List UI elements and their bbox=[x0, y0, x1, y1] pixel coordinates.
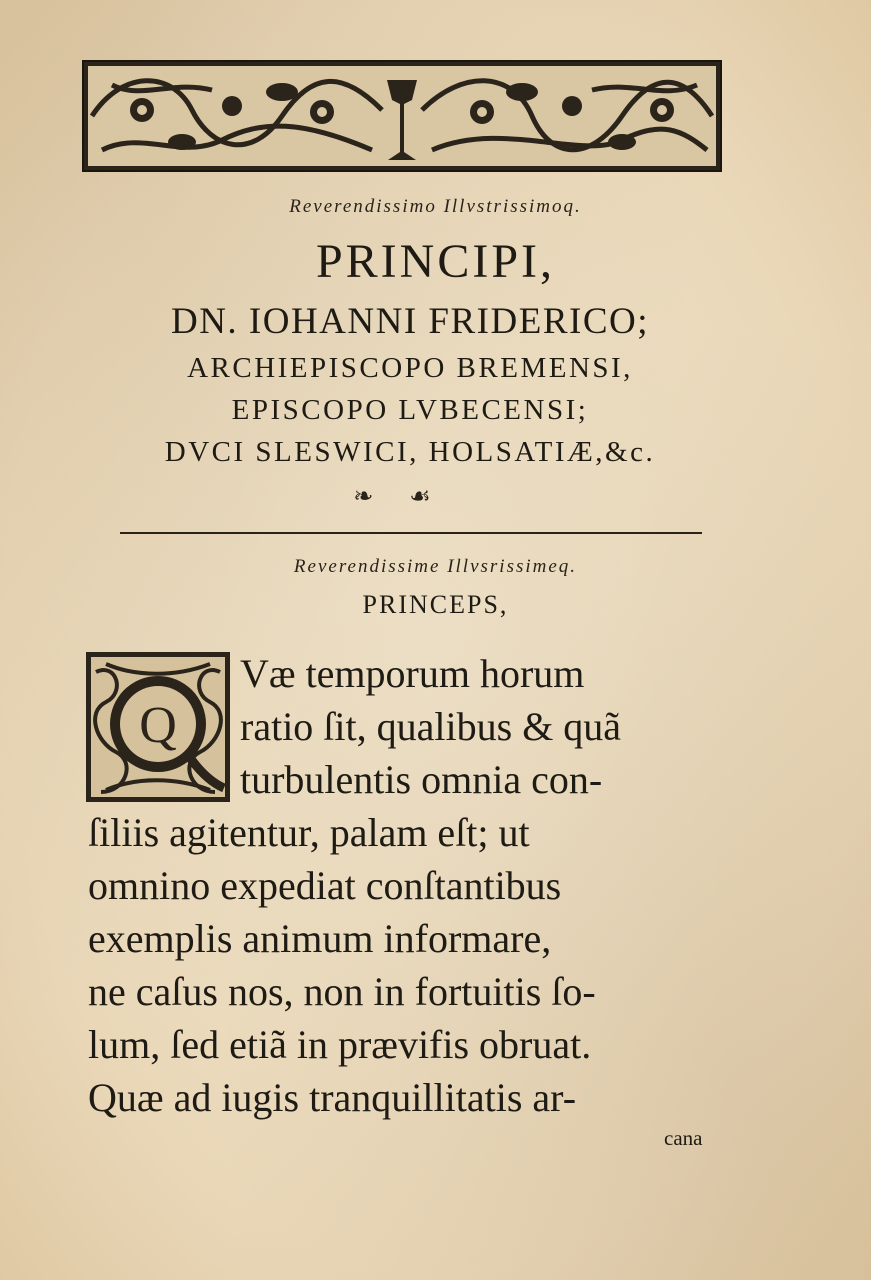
body-line-2: ratio ſit, qualibus & quã bbox=[240, 704, 622, 749]
body-line-6: exemplis animum informare, bbox=[88, 916, 552, 961]
body-line-1: Væ temporum horum bbox=[240, 651, 585, 696]
body-line-7: ne caſus nos, non in fortuitis ſo- bbox=[88, 969, 596, 1014]
catchword: cana bbox=[664, 1126, 703, 1150]
ornamental-headpiece bbox=[82, 60, 722, 172]
salutation-princeps: PRINCEPS, bbox=[362, 590, 509, 619]
title-name: DN. IOHANNI FRIDERICO; bbox=[170, 301, 649, 342]
fleuron-ornaments: ❧☙ bbox=[353, 484, 467, 510]
title-principi: PRINCIPI, bbox=[315, 235, 556, 288]
horizontal-rule bbox=[120, 532, 702, 534]
body-line-8: lum, ſed etiã in prævifis obruat. bbox=[88, 1022, 592, 1067]
dedication-line: Reverendissimo Illvstrissimoq. bbox=[289, 196, 582, 217]
body-line-5: omnino expediat conſtantibus bbox=[88, 863, 562, 908]
title-archbishop: ARCHIEPISCOPO BREMENSI, bbox=[187, 352, 633, 384]
body-line-9: Quæ ad iugis tranquillitatis ar- bbox=[88, 1075, 577, 1120]
salutation-line: Reverendissime Illvsrissimeq. bbox=[293, 556, 578, 577]
title-duke: DVCI SLESWICI, HOLSATIÆ,&c. bbox=[164, 436, 656, 468]
body-line-3: turbulentis omnia con- bbox=[240, 757, 603, 802]
decorated-initial bbox=[86, 652, 230, 802]
body-line-4: ſiliis agitentur, palam eſt; ut bbox=[88, 810, 530, 855]
title-bishop: EPISCOPO LVBECENSI; bbox=[231, 394, 589, 426]
drop-cap-letter: Q bbox=[139, 697, 177, 754]
